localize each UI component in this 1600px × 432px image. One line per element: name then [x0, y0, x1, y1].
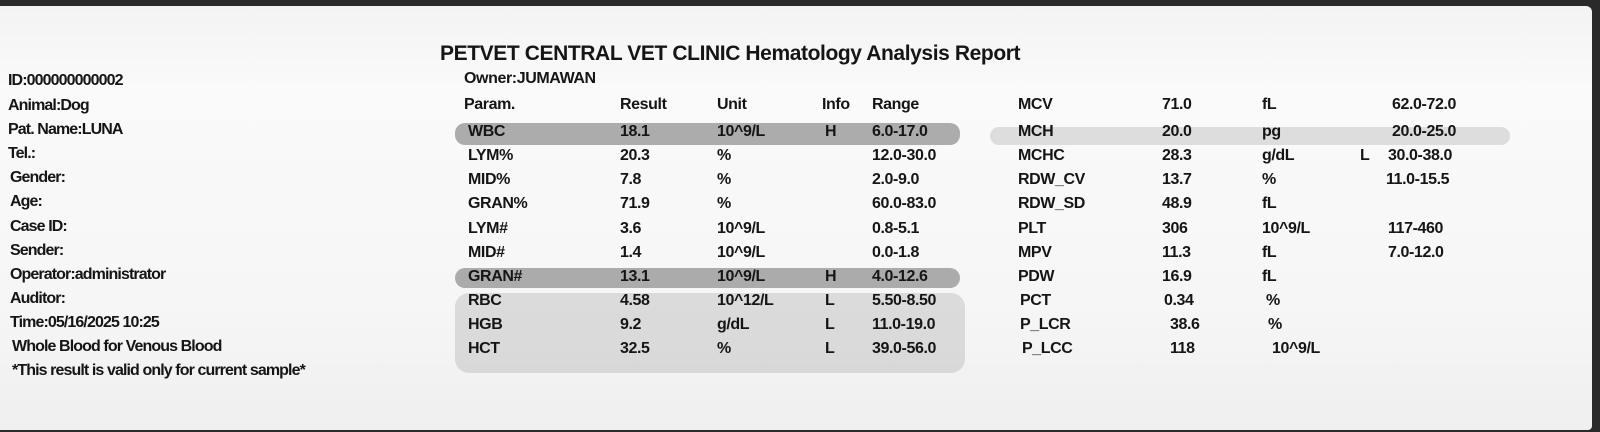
result-cell: 32.5	[620, 340, 650, 357]
header-param: Param.	[464, 96, 515, 113]
patient-case-id: Case ID:	[10, 218, 67, 235]
unit-cell: %	[717, 147, 731, 164]
param-cell: MCHC	[1018, 147, 1065, 164]
param-cell: RBC	[468, 292, 502, 309]
unit-cell: %	[717, 171, 731, 188]
report-title: PETVET CENTRAL VET CLINIC Hematology Analysis Report	[440, 42, 1021, 65]
param-cell: LYM#	[468, 220, 508, 237]
info-flag: L	[825, 316, 835, 333]
unit-cell: %	[717, 340, 731, 357]
info-flag: L	[825, 292, 835, 309]
result-cell: 71.0	[1162, 96, 1192, 113]
patient-auditor: Auditor:	[10, 290, 66, 307]
unit-cell: %	[1262, 171, 1276, 188]
patient-gender: Gender:	[10, 169, 66, 186]
patient-age: Age:	[10, 193, 42, 210]
param-cell: PDW	[1018, 268, 1055, 285]
unit-cell: 10^9/L	[717, 123, 765, 140]
param-cell: PCT	[1020, 292, 1051, 309]
result-cell: 7.8	[620, 171, 642, 188]
result-cell: 71.9	[620, 195, 650, 212]
result-cell: 48.9	[1162, 195, 1192, 212]
range-cell: 30.0-38.0	[1388, 147, 1453, 164]
param-cell: MPV	[1018, 244, 1052, 261]
unit-cell: fL	[1262, 268, 1277, 285]
report-paper	[0, 6, 1592, 430]
unit-cell: 10^9/L	[717, 220, 765, 237]
range-cell: 11.0-15.5	[1386, 171, 1450, 188]
range-cell: 117-460	[1388, 220, 1444, 237]
patient-sender: Sender:	[10, 242, 64, 259]
patient-tel: Tel.:	[8, 145, 36, 162]
patient-id: ID:000000000002	[8, 72, 123, 89]
result-cell: 306	[1162, 220, 1188, 237]
unit-cell: g/dL	[717, 316, 750, 333]
param-cell: HCT	[468, 340, 500, 357]
unit-cell: fL	[1262, 96, 1277, 113]
param-cell: MID#	[468, 244, 505, 261]
result-cell: 13.7	[1162, 171, 1192, 188]
range-cell: 6.0-17.0	[872, 123, 928, 140]
param-cell: RDW_SD	[1018, 195, 1085, 212]
unit-cell: 10^9/L	[717, 244, 765, 261]
range-cell: 11.0-19.0	[872, 316, 936, 333]
info-flag: H	[825, 268, 837, 285]
unit-cell: 10^9/L	[717, 268, 765, 285]
info-flag: H	[825, 123, 837, 140]
result-cell: 9.2	[620, 316, 642, 333]
param-cell: MID%	[468, 171, 510, 188]
header-unit: Unit	[717, 96, 747, 113]
patient-name: Pat. Name:LUNA	[8, 121, 123, 138]
result-cell: 4.58	[620, 292, 650, 309]
unit-cell: 10^12/L	[717, 292, 774, 309]
param-cell: P_LCR	[1020, 316, 1071, 333]
unit-cell: %	[1266, 292, 1280, 309]
param-cell: RDW_CV	[1018, 171, 1085, 188]
range-cell: 12.0-30.0	[872, 147, 937, 164]
param-cell: HGB	[468, 316, 503, 333]
patient-operator: Operator:administrator	[10, 266, 166, 283]
param-cell: GRAN%	[468, 195, 528, 212]
range-cell: 5.50-8.50	[872, 292, 937, 309]
range-cell: 39.0-56.0	[872, 340, 937, 357]
patient-time: Time:05/16/2025 10:25	[10, 314, 159, 331]
unit-cell: 10^9/L	[1272, 340, 1320, 357]
result-cell: 11.3	[1162, 244, 1191, 261]
param-cell: MCH	[1018, 123, 1054, 140]
unit-cell: pg	[1262, 123, 1281, 140]
unit-cell: 10^9/L	[1262, 220, 1310, 237]
range-cell: 4.0-12.6	[872, 268, 928, 285]
header-range: Range	[872, 96, 919, 113]
range-cell: 62.0-72.0	[1392, 96, 1457, 113]
result-cell: 3.6	[620, 220, 642, 237]
info-flag: L	[825, 340, 835, 357]
result-cell: 18.1	[620, 123, 650, 140]
result-cell: 13.1	[620, 268, 650, 285]
param-cell: MCV	[1018, 96, 1053, 113]
param-cell: PLT	[1018, 220, 1046, 237]
unit-cell: g/dL	[1262, 147, 1295, 164]
unit-cell: %	[717, 195, 731, 212]
range-cell: 0.8-5.1	[872, 220, 920, 237]
range-cell: 20.0-25.0	[1392, 123, 1457, 140]
patient-animal: Animal:Dog	[8, 97, 89, 114]
unit-cell: fL	[1262, 244, 1277, 261]
validity-note: *This result is valid only for current sample*	[12, 362, 305, 379]
range-cell: 60.0-83.0	[872, 195, 937, 212]
result-cell: 20.3	[620, 147, 650, 164]
sample-type: Whole Blood for Venous Blood	[12, 338, 222, 355]
result-cell: 0.34	[1164, 292, 1194, 309]
result-cell: 38.6	[1170, 316, 1200, 333]
header-result: Result	[620, 96, 667, 113]
param-cell: LYM%	[468, 147, 513, 164]
param-cell: WBC	[468, 123, 506, 140]
result-cell: 1.4	[620, 244, 642, 261]
info-flag: L	[1360, 147, 1370, 164]
param-cell: GRAN#	[468, 268, 523, 285]
unit-cell: fL	[1262, 195, 1277, 212]
result-cell: 118	[1170, 340, 1195, 357]
result-cell: 16.9	[1162, 268, 1192, 285]
result-cell: 28.3	[1162, 147, 1192, 164]
owner-label: Owner:JUMAWAN	[464, 70, 596, 87]
param-cell: P_LCC	[1022, 340, 1073, 357]
range-cell: 7.0-12.0	[1388, 244, 1444, 261]
result-cell: 20.0	[1162, 123, 1192, 140]
header-info: Info	[822, 96, 850, 113]
unit-cell: %	[1268, 316, 1282, 333]
range-cell: 0.0-1.8	[872, 244, 920, 261]
range-cell: 2.0-9.0	[872, 171, 920, 188]
